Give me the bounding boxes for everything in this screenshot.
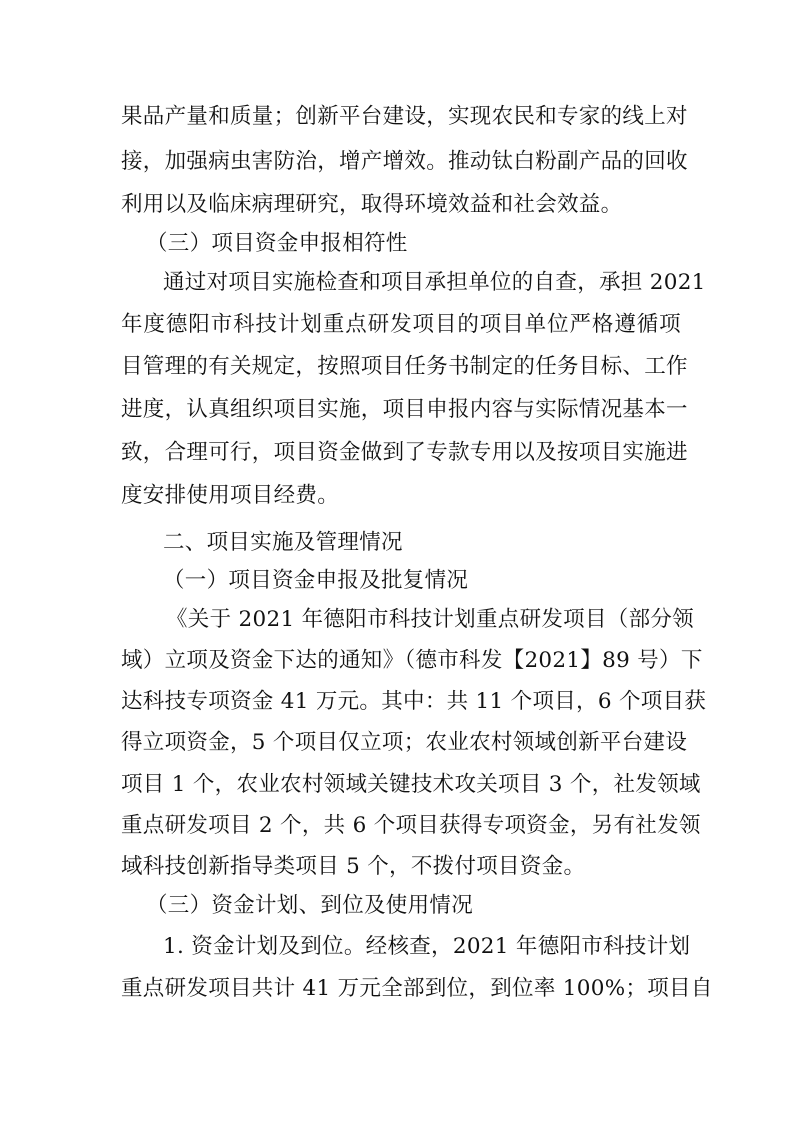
paragraph-line: 致，合理可行，项目资金做到了专款专用以及按项目实施进 [121,440,688,465]
paragraph-line: 域科技创新指导类项目 5 个，不拨付项目资金。 [121,854,586,879]
paragraph-line: 利用以及临床病理研究，取得环境效益和社会效益。 [121,192,623,217]
paragraph-line: 目管理的有关规定，按照项目任务书制定的任务目标、工作 [121,354,688,379]
paragraph-line: 域）立项及资金下达的通知》（德市科发【2021】89 号）下 [121,648,703,673]
paragraph-line: 达科技专项资金 41 万元。其中：共 11 个项目，6 个项目获 [121,689,707,714]
paragraph-line: 重点研发项目 2 个，共 6 个项目获得专项资金，另有社发领 [121,813,701,838]
subheading-fund-application: （一）项目资金申报及批复情况 [163,568,469,593]
paragraph-line: 接，加强病虫害防治，增产增效。推动钛白粉副产品的回收 [121,149,688,174]
paragraph-line: 《关于 2021 年德阳市科技计划重点研发项目（部分领 [166,607,694,632]
paragraph-line: 项目 1 个，农业农村领域关键技术攻关项目 3 个，社发领域 [121,772,701,797]
subheading-fund-plan: （三）资金计划、到位及使用情况 [146,893,474,918]
paragraph-line: 年度德阳市科技计划重点研发项目的项目单位严格遵循项 [121,312,681,337]
paragraph-line: 得立项资金，5 个项目仅立项；农业农村领域创新平台建设 [121,730,688,755]
paragraph-line: 进度，认真组织项目实施，项目申报内容与实际情况基本一 [121,397,688,422]
paragraph-line: 度安排使用项目经费。 [121,483,340,508]
paragraph-line: 重点研发项目共计 41 万元全部到位，到位率 100%；项目自 [121,976,713,1001]
paragraph-line: 果品产量和质量；创新平台建设，实现农民和专家的线上对 [121,104,688,129]
paragraph-line: 通过对项目实施检查和项目承担单位的自查，承担 2021 [163,270,706,295]
paragraph-line: 1. 资金计划及到位。经核查，2021 年德阳市科技计划 [163,934,691,959]
subheading-fund-consistency: （三）项目资金申报相符性 [146,231,408,256]
section-heading-implementation: 二、项目实施及管理情况 [163,530,403,555]
